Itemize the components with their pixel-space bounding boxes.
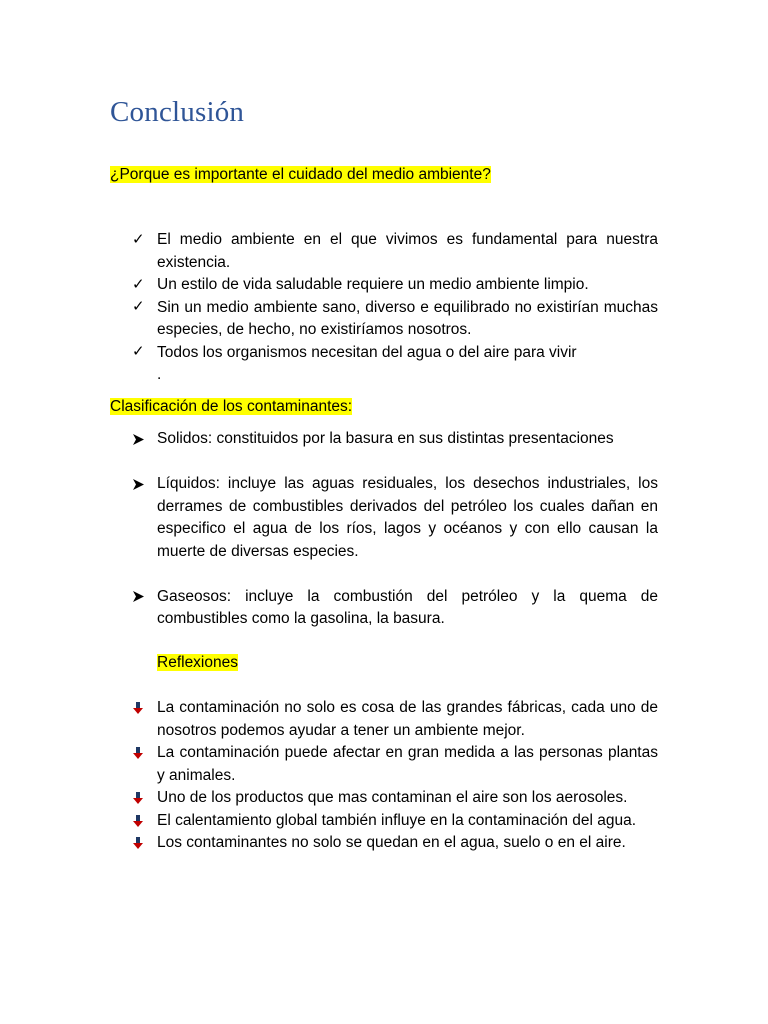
classification-heading [110, 396, 352, 419]
list-item: Los contaminantes no solo se quedan en el agua, suelo o en el aire. [132, 832, 658, 855]
trailing-dot: . [157, 366, 162, 383]
down-arrow-bullet-icon [132, 810, 150, 832]
list-item: ✓ Sin un medio ambiente sano, diverso e equilibrado no existirían muchas especies, de hecho, no existiríamos nosotros. [132, 298, 658, 338]
list-item: ✓ Todos los organismos necesitan del agua o del aire para vivir [132, 342, 658, 365]
down-arrow-bullet-icon [132, 742, 150, 764]
down-arrow-bullet-icon [132, 697, 150, 719]
importance-list [132, 229, 658, 387]
list-item: Gaseosos: incluye la combustión del petróleo y la quema de combustibles como la gasolina, la basura. [132, 586, 658, 631]
reflections-heading [157, 652, 238, 675]
list-item: La contaminación no solo es cosa de las grandes fábricas, cada uno de nosotros podemos ayudar a tener un ambiente mejor. [132, 697, 658, 742]
list-item: ✓ El medio ambiente en el que vivimos es fundamental para nuestra existencia. [132, 230, 658, 271]
arrowhead-bullet-icon [132, 428, 150, 450]
question-heading [110, 164, 491, 187]
checkmark-icon: ✓ [132, 275, 145, 293]
classification-heading-text: Clasificación de los contaminantes: [110, 398, 353, 415]
down-arrow-bullet-icon [132, 832, 150, 854]
list-item: Líquidos: incluye las aguas residuales, los desechos industriales, los derrames de combustibles derivados del petróleo los cuales dañan en especifico el agua de los ríos, lagos y océanos y con ello causan la muerte de diversas especies. [132, 473, 658, 563]
reflections-list [132, 697, 658, 855]
checkmark-icon: ✓ [132, 230, 145, 248]
list-item: El calentamiento global también influye en la contaminación del agua. [132, 810, 658, 833]
question-heading-text: ¿Porque es importante el cuidado del medio ambiente? [110, 166, 491, 183]
checkmark-icon: ✓ [132, 298, 145, 316]
arrowhead-bullet-icon [132, 586, 150, 608]
down-arrow-bullet-icon [132, 787, 150, 809]
list-item: La contaminación puede afectar en gran medida a las personas plantas y animales. [132, 742, 658, 787]
contaminants-list [132, 428, 658, 631]
page-title: Conclusión [110, 96, 245, 128]
list-item: ✓ Un estilo de vida saludable requiere un medio ambiente limpio. [132, 274, 658, 297]
reflections-heading-text: Reflexiones [157, 654, 238, 671]
list-item: Solidos: constituidos por la basura en sus distintas presentaciones [132, 428, 658, 451]
list-item: Uno de los productos que mas contaminan el aire son los aerosoles. [132, 787, 658, 810]
checkmark-icon: ✓ [132, 343, 145, 361]
arrowhead-bullet-icon [132, 473, 150, 495]
